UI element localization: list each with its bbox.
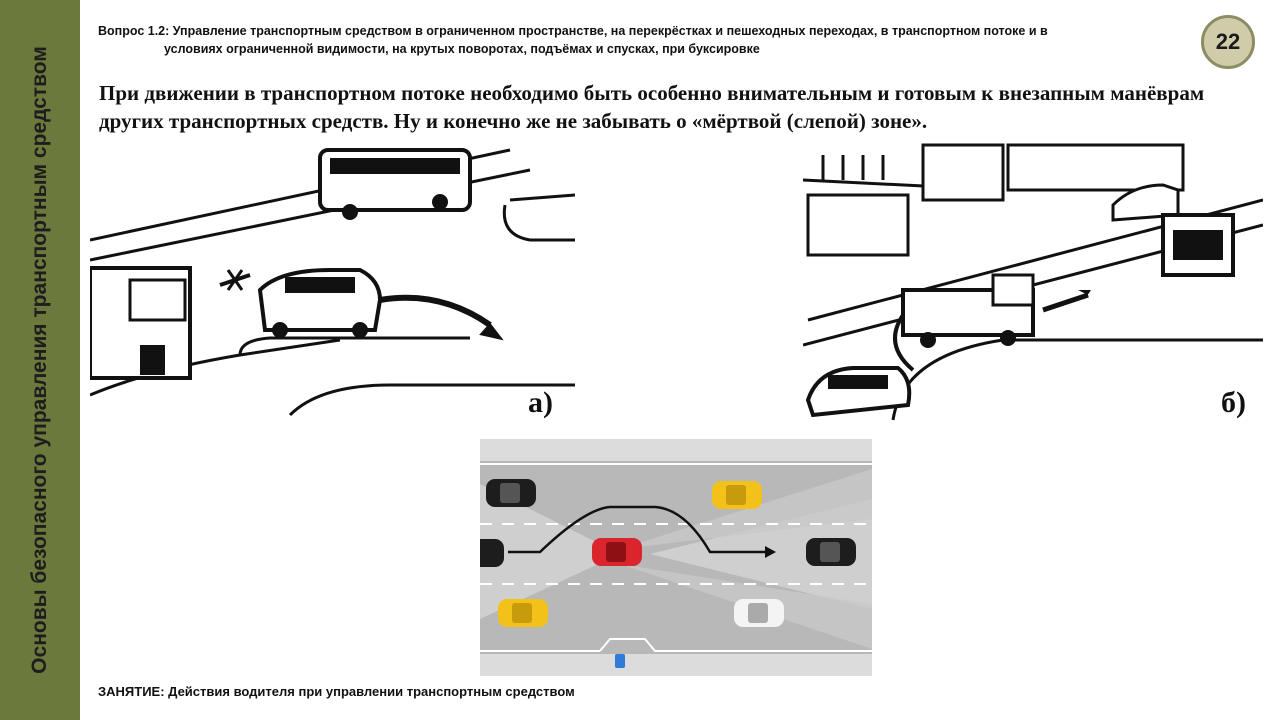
- pedestrian-sign-icon: [615, 654, 625, 668]
- car-icon: [260, 270, 380, 338]
- truck-icon: [90, 268, 190, 378]
- main-text: При движении в транспортном потоке необходимо быть особенно внимательным и готовым к внезапным манёврам других транспортных средств. Ну и конечно же не забывать о «мёртвой (слепой) зоне».: [99, 81, 1205, 133]
- sidebar-title: Основы безопасного управления транспортным средством: [28, 46, 51, 674]
- black-car-right: [806, 538, 856, 566]
- truck-icon: [903, 275, 1033, 348]
- sidebar: [0, 0, 80, 720]
- footer-lesson: ЗАНЯТИЕ: Действия водителя при управлении транспортным средством: [98, 684, 575, 699]
- slide-number-badge: [1201, 15, 1255, 69]
- black-car-top-left: [486, 479, 536, 507]
- illustration-a: [90, 140, 575, 422]
- label-b: б): [1221, 386, 1246, 419]
- illustration-b: [803, 140, 1263, 422]
- question-line-2: условиях ограниченной видимости, на крутых поворотах, подъёмах и спусках, при буксировке: [164, 42, 760, 56]
- label-a: а): [528, 386, 553, 419]
- white-car-bottom-right: [734, 599, 784, 627]
- oncoming-car-icon: [1113, 185, 1233, 275]
- question-title: [98, 22, 1183, 58]
- question-line-1: Вопрос 1.2: Управление транспортным средством в ограниченном пространстве, на перекрёстках и пешеходных переходах, в транспортном потоке и в: [98, 24, 1048, 38]
- illustration-blind-zone: [480, 439, 872, 676]
- car-icon: [808, 368, 909, 415]
- red-car-center: [592, 538, 642, 566]
- yellow-car-top-right: [712, 481, 762, 509]
- yellow-car-bottom-left: [498, 599, 548, 627]
- bus-icon: [320, 150, 470, 220]
- slide-number: 22: [1215, 29, 1241, 54]
- black-car-left: [480, 539, 504, 567]
